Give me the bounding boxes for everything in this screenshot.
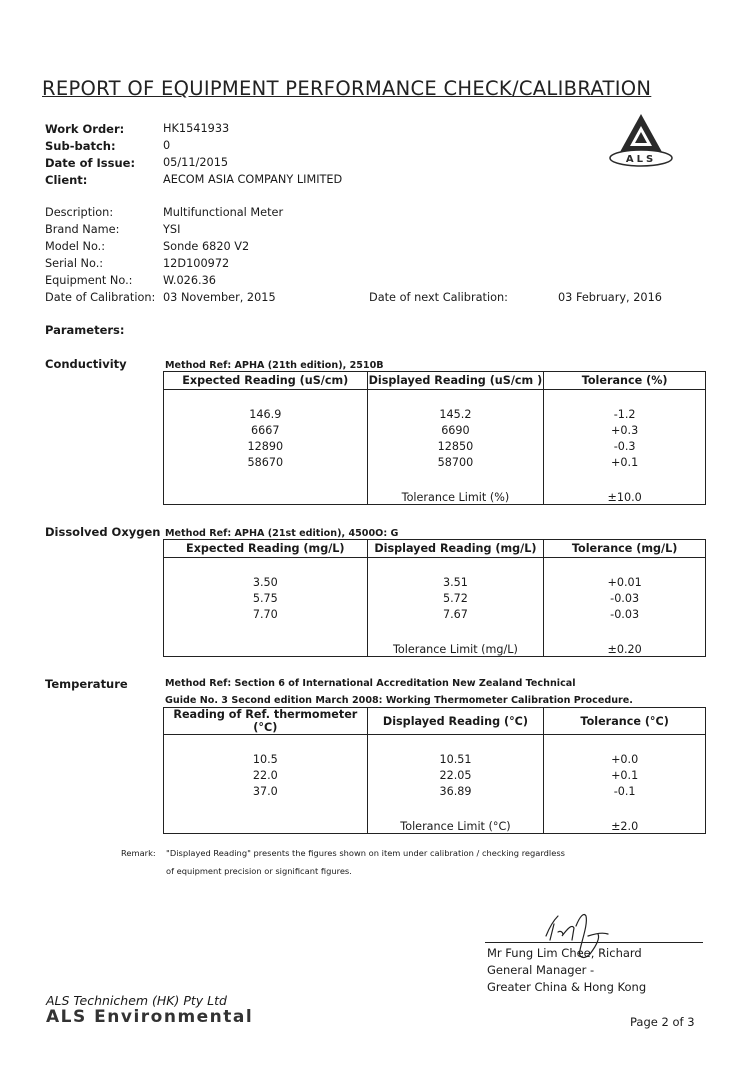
sub-batch-value: 0 <box>163 139 171 152</box>
temperature-table <box>163 707 706 834</box>
remark-line2: of equipment precision or significant figures. <box>166 866 352 876</box>
serial-no-value: 12D100972 <box>163 257 230 270</box>
signatory-region: Greater China & Hong Kong <box>487 980 647 994</box>
conductivity-method-ref: Method Ref: APHA (21th edition), 2510B <box>165 360 384 371</box>
client-label: Client: <box>45 173 88 187</box>
tolerance-limit-label: Tolerance Limit (°C) <box>367 815 544 834</box>
als-logo-icon <box>608 112 674 170</box>
header-displayed: Displayed Reading (°C) <box>367 708 544 735</box>
temperature-section-title: Temperature <box>45 677 128 691</box>
signature-line <box>485 942 703 943</box>
tolerance-limit-label: Tolerance Limit (mg/L) <box>367 638 544 657</box>
header-expected: Expected Reading (uS/cm) <box>164 372 368 390</box>
table-row: 146.9 145.2 -1.2 <box>164 406 706 422</box>
footer-brand: ALS Environmental <box>46 1007 254 1027</box>
header-expected: Reading of Ref. thermometer (°C) <box>164 708 368 735</box>
remark-line1: "Displayed Reading" presents the figures shown on item under calibration / checking regardless <box>166 848 565 858</box>
next-calibration-value: 03 February, 2016 <box>558 291 662 304</box>
sub-batch-label: Sub-batch: <box>45 139 116 153</box>
dissolved-oxygen-section-title: Dissolved Oxygen <box>45 525 161 539</box>
header-tolerance: Tolerance (mg/L) <box>544 540 706 558</box>
date-of-issue-label: Date of Issue: <box>45 156 136 170</box>
table-header-row <box>164 540 706 558</box>
date-of-calibration-label: Date of Calibration: <box>45 291 156 304</box>
table-header-row <box>164 708 706 735</box>
table-row: 5.75 5.72 -0.03 <box>164 590 706 606</box>
equipment-no-label: Equipment No.: <box>45 274 133 287</box>
work-order-value: HK1541933 <box>163 122 230 135</box>
page-number: Page 2 of 3 <box>630 1015 695 1029</box>
footer-company: ALS Technichem (HK) Pty Ltd <box>46 993 227 1008</box>
conductivity-section-title: Conductivity <box>45 357 127 371</box>
table-row: 22.0 22.05 +0.1 <box>164 767 706 783</box>
header-tolerance: Tolerance (°C) <box>544 708 706 735</box>
remark-label: Remark: <box>121 848 156 858</box>
tolerance-limit-row <box>164 486 706 505</box>
als-logo <box>608 112 674 170</box>
table-row: 6667 6690 +0.3 <box>164 422 706 438</box>
date-of-issue-value: 05/11/2015 <box>163 156 229 169</box>
tolerance-limit-label: Tolerance Limit (%) <box>367 486 544 505</box>
header-displayed: Displayed Reading (mg/L) <box>367 540 544 558</box>
model-no-label: Model No.: <box>45 240 106 253</box>
table-row: 58670 58700 +0.1 <box>164 454 706 470</box>
brand-name-value: YSI <box>163 223 181 236</box>
client-value: AECOM ASIA COMPANY LIMITED <box>163 173 343 186</box>
description-value: Multifunctional Meter <box>163 206 284 219</box>
tolerance-limit-value: ±10.0 <box>544 486 706 505</box>
table-row: 12890 12850 -0.3 <box>164 438 706 454</box>
dissolved-oxygen-table <box>163 539 706 657</box>
report-title: REPORT OF EQUIPMENT PERFORMANCE CHECK/CALIBRATION <box>42 77 652 100</box>
description-label: Description: <box>45 206 114 219</box>
header-tolerance: Tolerance (%) <box>544 372 706 390</box>
header-expected: Expected Reading (mg/L) <box>164 540 368 558</box>
signatory-title: General Manager - <box>487 963 595 977</box>
tolerance-limit-value: ±0.20 <box>544 638 706 657</box>
table-row: 10.5 10.51 +0.0 <box>164 751 706 767</box>
temperature-method-ref-line1: Method Ref: Section 6 of International Accreditation New Zealand Technical <box>165 678 576 689</box>
equipment-no-value: W.026.36 <box>163 274 216 287</box>
tolerance-limit-row <box>164 638 706 657</box>
signatory-name: Mr Fung Lim Chee, Richard <box>487 946 642 960</box>
svg-text:ALS: ALS <box>625 154 657 165</box>
tolerance-limit-row <box>164 815 706 834</box>
table-header-row <box>164 372 706 390</box>
table-row: 3.50 3.51 +0.01 <box>164 574 706 590</box>
next-calibration-label: Date of next Calibration: <box>369 291 508 304</box>
tolerance-limit-value: ±2.0 <box>544 815 706 834</box>
work-order-label: Work Order: <box>45 122 125 136</box>
table-row: 37.0 36.89 -0.1 <box>164 783 706 799</box>
dissolved-oxygen-method-ref: Method Ref: APHA (21st edition), 4500O: G <box>165 528 399 539</box>
serial-no-label: Serial No.: <box>45 257 104 270</box>
temperature-method-ref-line2: Guide No. 3 Second edition March 2008: Working Thermometer Calibration Procedure. <box>165 695 633 706</box>
conductivity-table <box>163 371 706 505</box>
table-row: 7.70 7.67 -0.03 <box>164 606 706 622</box>
parameters-label: Parameters: <box>45 323 125 337</box>
header-displayed: Displayed Reading (uS/cm ) <box>367 372 544 390</box>
brand-name-label: Brand Name: <box>45 223 120 236</box>
model-no-value: Sonde 6820 V2 <box>163 240 250 253</box>
date-of-calibration-value: 03 November, 2015 <box>163 291 276 304</box>
